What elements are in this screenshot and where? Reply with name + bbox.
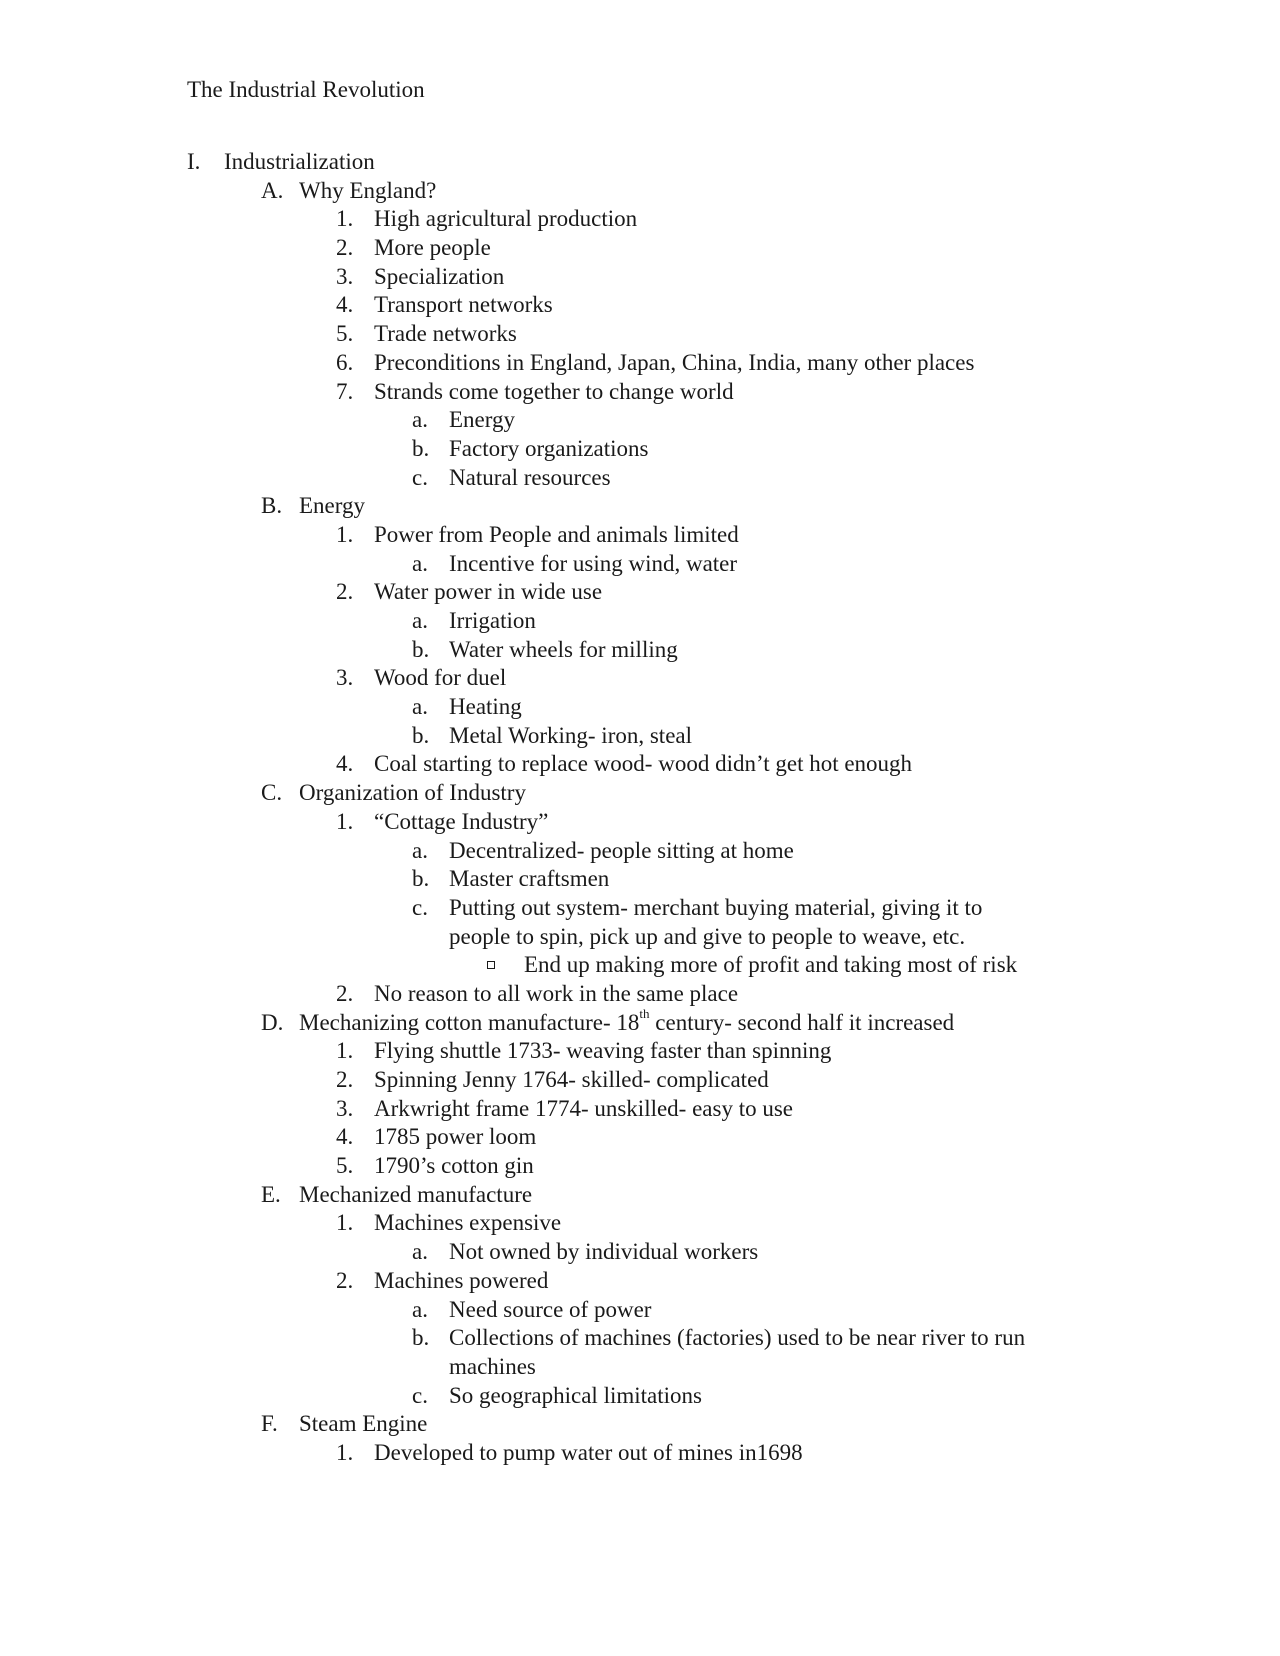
outline-text: Heating	[449, 694, 522, 720]
outline-text: Why England?	[299, 177, 437, 203]
outline-item-level-3	[0, 808, 1280, 837]
outline-item-level-4	[0, 1296, 1280, 1325]
outline-text: 1785 power loom	[374, 1124, 537, 1150]
outline-text: Strands come together to change world	[374, 378, 734, 404]
outline-marker: b.	[412, 1325, 430, 1351]
outline-text: End up making more of profit and taking most of risk	[524, 952, 1018, 978]
outline-marker: 4.	[336, 1124, 354, 1150]
outline-marker: 1.	[336, 808, 354, 834]
outline-text: Flying shuttle 1733- weaving faster than spinning	[374, 1038, 832, 1064]
outline-marker: 6.	[336, 349, 354, 375]
outline-text: Water wheels for milling	[449, 636, 678, 662]
outline-text: Decentralized- people sitting at home	[449, 837, 794, 863]
outline-marker: 2.	[336, 579, 354, 605]
outline-marker: 1.	[336, 1038, 354, 1064]
outline-text: Not owned by individual workers	[449, 1239, 759, 1265]
outline-item-level-4	[0, 894, 1280, 923]
outline-item-level-4	[0, 464, 1280, 493]
outline-item-level-3	[0, 378, 1280, 407]
square-bullet-icon	[487, 951, 495, 980]
outline-item-level-4	[0, 435, 1280, 464]
outline-marker: b.	[412, 866, 430, 892]
ordinal-suffix: th	[639, 1005, 650, 1021]
outline-marker: 5.	[336, 321, 354, 347]
outline-text: Energy	[449, 407, 516, 433]
outline-marker: a.	[412, 694, 428, 720]
outline-marker: b.	[412, 435, 430, 461]
outline-text: Machines powered	[374, 1267, 549, 1293]
outline-text: High agricultural production	[374, 206, 638, 232]
outline-marker: 2.	[336, 1067, 354, 1092]
outline-item-level-4	[0, 1324, 1280, 1353]
outline-marker: 3.	[336, 1095, 354, 1121]
outline-item-continuation	[0, 1353, 1280, 1382]
outline-text: Metal Working- iron, steal	[449, 722, 693, 748]
outline-text: Wood for duel	[374, 665, 507, 691]
outline-text: Transport networks	[374, 292, 553, 318]
outline-marker: B.	[261, 493, 283, 519]
outline-item-level-3	[0, 1439, 1280, 1468]
outline-marker: 1.	[336, 206, 354, 232]
outline-text: Incentive for using wind, water	[449, 550, 738, 576]
outline-marker: b.	[412, 636, 430, 662]
outline-item-level-4	[0, 865, 1280, 894]
outline-text: Organization of Industry	[299, 780, 526, 806]
outline-text: Irrigation	[449, 608, 536, 633]
outline-item-level-5	[0, 951, 1280, 980]
outline-text: Arkwright frame 1774- unskilled- easy to use	[374, 1095, 794, 1121]
outline-text: Steam Engine	[299, 1411, 428, 1437]
outline-item-level-4	[0, 636, 1280, 665]
outline-marker: a.	[412, 1239, 428, 1265]
outline-text	[299, 1005, 955, 1038]
outline-marker: 5.	[336, 1153, 354, 1179]
outline-item-level-3	[0, 291, 1280, 320]
outline-marker: a.	[412, 608, 428, 633]
outline-marker: 1.	[336, 521, 354, 547]
outline-item-level-2	[0, 779, 1280, 808]
outline-marker: I.	[187, 149, 201, 174]
outline-marker: 1.	[336, 1439, 354, 1465]
outline-text: Preconditions in England, Japan, China, India, many other places	[374, 349, 975, 375]
outline-text: Spinning Jenny 1764- skilled- complicated	[374, 1067, 769, 1092]
outline-item-level-3	[0, 1152, 1280, 1181]
outline-item-level-3	[0, 578, 1280, 607]
outline-marker: a.	[412, 550, 428, 576]
outline-item-level-3	[0, 1066, 1280, 1095]
outline-item-level-3	[0, 1123, 1280, 1152]
outline-text: Specialization	[374, 263, 505, 289]
outline-item-level-3	[0, 1267, 1280, 1296]
outline-item-level-4	[0, 1238, 1280, 1267]
outline-text: 1790’s cotton gin	[374, 1153, 534, 1179]
outline-text: More people	[374, 235, 491, 261]
outline-marker: a.	[412, 407, 428, 433]
outline-item-level-4	[0, 1382, 1280, 1411]
outline-text: Collections of machines (factories) used to be near river to run	[449, 1325, 1026, 1351]
outline-text: machines	[449, 1353, 536, 1379]
outline-item-level-2	[0, 1005, 1280, 1038]
outline-item-level-4	[0, 693, 1280, 722]
outline-marker: c.	[412, 894, 428, 920]
outline-item-level-3	[0, 234, 1280, 263]
outline-text: Industrialization	[224, 149, 375, 174]
outline-item-level-3	[0, 349, 1280, 378]
outline-text: So geographical limitations	[449, 1382, 702, 1408]
outline-marker: b.	[412, 722, 430, 748]
outline-item-level-2	[0, 1181, 1280, 1210]
outline-item-level-3	[0, 1209, 1280, 1238]
outline-text: “Cottage Industry”	[374, 808, 549, 834]
outline-item-level-3	[0, 664, 1280, 693]
outline-item-level-2	[0, 492, 1280, 521]
outline-item-level-3	[0, 1037, 1280, 1066]
outline-marker: F.	[261, 1411, 278, 1437]
outline-text: Power from People and animals limited	[374, 521, 739, 547]
outline-text: Factory organizations	[449, 435, 649, 461]
outline-item-level-1	[0, 148, 1280, 177]
outline-text-after: century- second half it increased	[649, 1009, 955, 1035]
outline-item-continuation	[0, 923, 1280, 952]
outline-marker: 7.	[336, 378, 354, 404]
outline-text-before: Mechanizing cotton manufacture- 18	[299, 1009, 640, 1035]
outline-marker: C.	[261, 780, 283, 806]
outline-text: Water power in wide use	[374, 579, 603, 605]
outline-marker: a.	[412, 1296, 428, 1322]
outline-text: Energy	[299, 493, 366, 519]
outline-marker: a.	[412, 837, 428, 863]
outline-item-level-3	[0, 980, 1280, 1009]
document-title: The Industrial Revolution	[187, 77, 425, 102]
outline-item-level-2	[0, 177, 1280, 206]
outline-text: Need source of power	[449, 1296, 652, 1322]
outline	[0, 148, 1280, 1468]
outline-item-level-4	[0, 837, 1280, 866]
outline-item-level-2	[0, 1410, 1280, 1439]
outline-marker: 2.	[336, 980, 354, 1006]
outline-item-level-4	[0, 406, 1280, 435]
outline-item-level-3	[0, 263, 1280, 292]
outline-item-level-3	[0, 750, 1280, 779]
outline-text: Developed to pump water out of mines in1698	[374, 1439, 803, 1465]
outline-text: Master craftsmen	[449, 866, 610, 892]
outline-text: people to spin, pick up and give to people to weave, etc.	[449, 923, 966, 949]
outline-text: No reason to all work in the same place	[374, 980, 739, 1006]
outline-text: Mechanized manufacture	[299, 1181, 533, 1207]
outline-marker: 4.	[336, 292, 354, 318]
outline-marker: 3.	[336, 263, 354, 289]
outline-item-level-4	[0, 607, 1280, 636]
outline-marker: 1.	[336, 1210, 354, 1236]
outline-item-level-3	[0, 205, 1280, 234]
outline-text: Trade networks	[374, 321, 517, 347]
outline-item-level-4	[0, 550, 1280, 579]
outline-text: Putting out system- merchant buying material, giving it to	[449, 894, 983, 920]
outline-marker: E.	[261, 1181, 281, 1207]
outline-marker: 3.	[336, 665, 354, 691]
outline-marker: D.	[261, 1009, 284, 1035]
outline-marker: 2.	[336, 235, 354, 261]
outline-text: Machines expensive	[374, 1210, 562, 1236]
outline-item-level-3	[0, 521, 1280, 550]
outline-text: Coal starting to replace wood- wood didn’t get hot enough	[374, 751, 913, 777]
outline-marker: A.	[261, 177, 284, 203]
outline-marker: c.	[412, 464, 428, 490]
outline-text: Natural resources	[449, 464, 611, 490]
outline-item-level-3	[0, 1095, 1280, 1124]
outline-item-level-4	[0, 722, 1280, 751]
outline-marker: 4.	[336, 751, 354, 777]
outline-marker: c.	[412, 1382, 428, 1408]
outline-item-level-3	[0, 320, 1280, 349]
outline-marker: 2.	[336, 1267, 354, 1293]
